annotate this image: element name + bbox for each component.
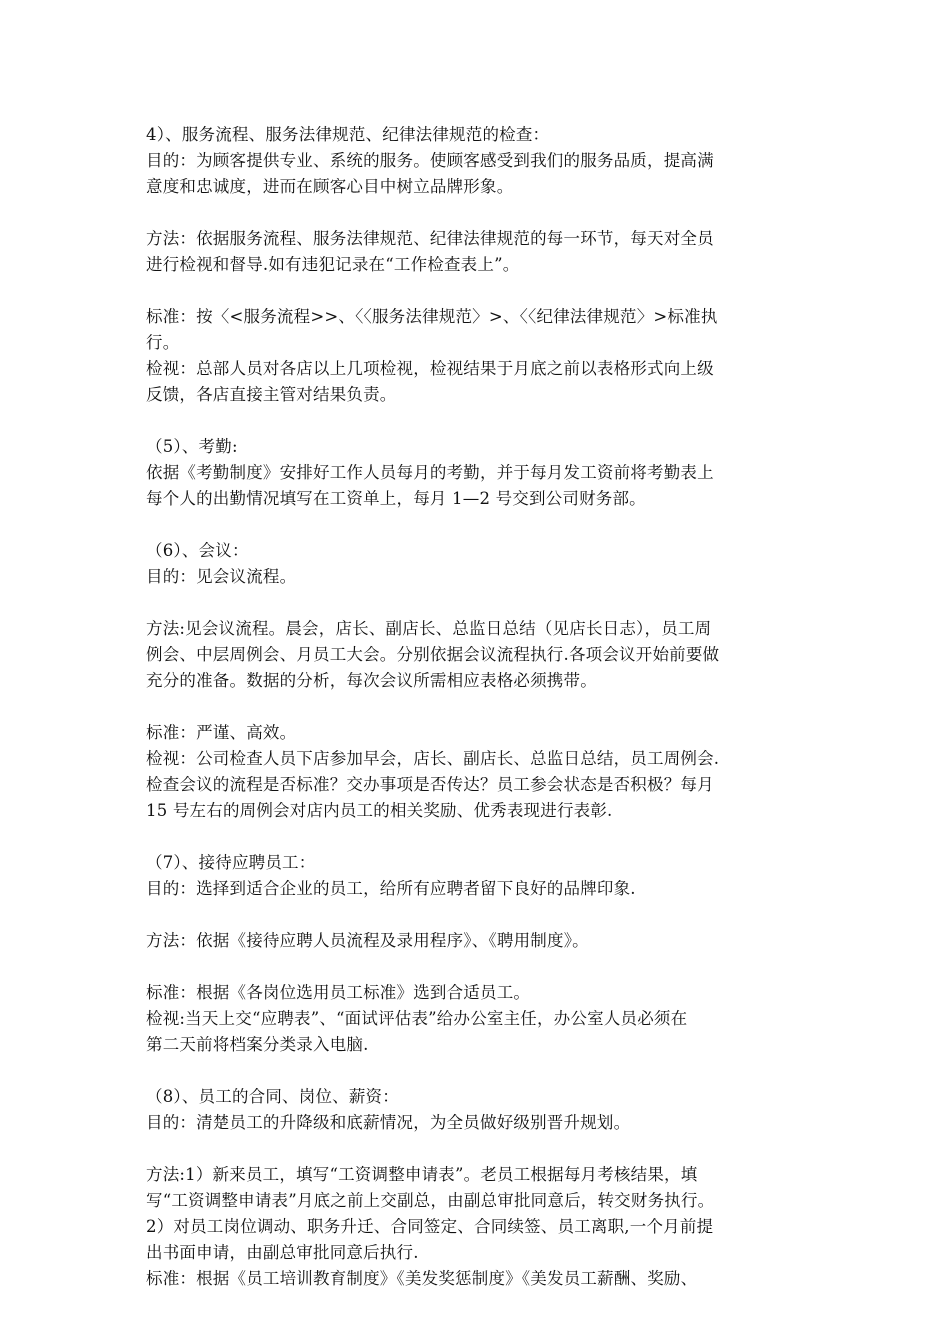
text-line: 检查会议的流程是否标准？交办事项是否传达？员工参会状态是否积极？每月	[146, 775, 714, 794]
text-line: 检视:当天上交“应聘表”、“面试评估表”给办公室主任，办公室人员必须在	[146, 1009, 688, 1028]
text-line: 行。	[146, 333, 180, 352]
text-line: 方法：依据《接待应聘人员流程及录用程序》、《聘用制度》。	[146, 931, 589, 950]
blank-line	[146, 278, 810, 304]
text-line: 依据《考勤制度》安排好工作人员每月的考勤，并于每月发工资前将考勤表上	[146, 463, 714, 482]
text-line: （5）、考勤:	[146, 437, 238, 456]
text-line: 检视：总部人员对各店以上几项检视，检视结果于月底之前以表格形式向上级	[146, 359, 714, 378]
blank-line	[146, 694, 810, 720]
blank-line	[146, 512, 810, 538]
text-line: 检视：公司检查人员下店参加早会，店长、副店长、总监日总结，员工周例会.	[146, 749, 720, 768]
text-line: （8）、员工的合同、岗位、薪资：	[146, 1087, 399, 1106]
blank-line	[146, 200, 810, 226]
text-line: 出书面申请，由副总审批同意后执行.	[146, 1243, 419, 1262]
text-line: 每个人的出勤情况填写在工资单上，每月 1—2 号交到公司财务部。	[146, 489, 646, 508]
text-line: 进行检视和督导.如有违犯记录在“工作检查表上”。	[146, 255, 520, 274]
document-body	[146, 122, 810, 1292]
blank-line	[146, 902, 810, 928]
text-line: 标准：严谨、高效。	[146, 723, 297, 742]
text-line: 反馈，各店直接主管对结果负责。	[146, 385, 397, 404]
text-line: 2）对员工岗位调动、职务升迁、合同签定、合同续签、员工离职,一个月前提	[146, 1217, 714, 1236]
text-line: 例会、中层周例会、月员工大会。分别依据会议流程执行.各项会议开始前要做	[146, 645, 720, 664]
text-line: 第二天前将档案分类录入电脑.	[146, 1035, 369, 1054]
text-line: 目的：为顾客提供专业、系统的服务。使顾客感受到我们的服务品质，提高满	[146, 151, 714, 170]
blank-line	[146, 824, 810, 850]
blank-line	[146, 590, 810, 616]
text-line: 标准：按〈<服务流程>>、〈〈服务法律规范〉>、〈〈纪律法律规范〉>标准执	[146, 307, 718, 326]
text-line: 方法:见会议流程。晨会，店长、副店长、总监日总结（见店长日志），员工周	[146, 619, 712, 638]
blank-line	[146, 408, 810, 434]
text-line: 15 号左右的周例会对店内员工的相关奖励、优秀表现进行表彰.	[146, 801, 613, 820]
text-line: 标准：根据《员工培训教育制度》《美发奖惩制度》《美发员工薪酬、奖励、	[146, 1269, 698, 1288]
text-line: 目的：见会议流程。	[146, 567, 297, 586]
blank-line	[146, 1136, 810, 1162]
text-line: 充分的准备。数据的分析，每次会议所需相应表格必须携带。	[146, 671, 597, 690]
text-line: 4）、服务流程、服务法律规范、纪律法律规范的检查：	[146, 125, 550, 144]
text-line: 意度和忠诚度，进而在顾客心目中树立品牌形象。	[146, 177, 514, 196]
blank-line	[146, 1058, 810, 1084]
text-line: 目的：清楚员工的升降级和底薪情况，为全员做好级别晋升规划。	[146, 1113, 631, 1132]
text-line: （6）、会议：	[146, 541, 249, 560]
text-line: 标准：根据《各岗位选用员工标准》选到合适员工。	[146, 983, 531, 1002]
text-line: （7）、接待应聘员工：	[146, 853, 316, 872]
text-line: 方法:1）新来员工，填写“工资调整申请表”。老员工根据每月考核结果，填	[146, 1165, 698, 1184]
blank-line	[146, 954, 810, 980]
text-line: 目的：选择到适合企业的员工，给所有应聘者留下良好的品牌印象.	[146, 879, 636, 898]
text-line: 方法：依据服务流程、服务法律规范、纪律法律规范的每一环节，每天对全员	[146, 229, 714, 248]
text-line: 写“工资调整申请表”月底之前上交副总，由副总审批同意后，转交财务执行。	[146, 1191, 715, 1210]
